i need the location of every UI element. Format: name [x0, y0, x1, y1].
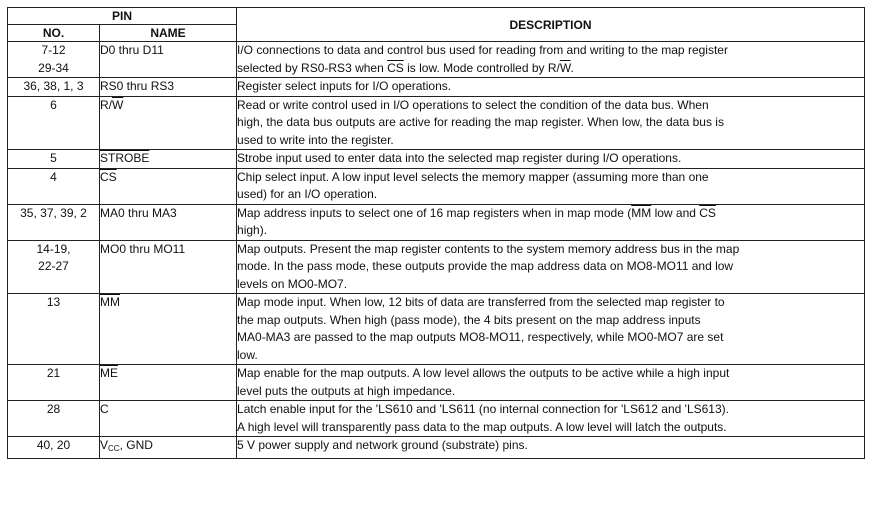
description-text: used) for an I/O operation.: [237, 187, 378, 201]
pin-name-cell: [100, 204, 237, 240]
table-row: [8, 240, 865, 294]
description-line: [237, 383, 864, 401]
description-line: [237, 150, 864, 168]
pin-name-cell: [100, 96, 237, 150]
pin-name: V: [100, 438, 109, 452]
description-text: high, the data bus outputs are active for reading the map register. When low, the data bus is: [237, 115, 724, 129]
description-line: [237, 365, 864, 383]
active-low-signal: $\overline{CS}$: [387, 60, 404, 75]
pin-number: 40, 20: [36, 438, 71, 452]
description-line: [237, 437, 864, 455]
pin-name-cell: [100, 150, 237, 169]
pin-name: C: [100, 402, 109, 416]
pin-number: 13: [46, 295, 61, 309]
pin-description-table: [7, 7, 865, 459]
pin-description-cell: [237, 240, 865, 294]
pin-number: 28: [46, 402, 61, 416]
pin-number: 29-34: [38, 60, 69, 75]
pin-name-cell: [100, 401, 237, 437]
table-row: [8, 401, 865, 437]
pin-name-cell: [100, 42, 237, 78]
pin-number-cell: [8, 42, 100, 78]
pin-number: 14-19,: [36, 241, 71, 256]
active-low-signal: $\overline{CS}$: [699, 205, 716, 220]
description-line: [237, 419, 864, 437]
pin-name-cell: [100, 437, 237, 459]
description-line: [237, 294, 864, 312]
pin-description-cell: [237, 437, 865, 459]
pin-number: 4: [50, 169, 57, 184]
description-text: 5 V power supply and network ground (substrate) pins.: [237, 438, 528, 452]
pin-rows: [8, 42, 865, 459]
pin-number: 6: [50, 97, 57, 112]
pin-name: STROBE: [100, 151, 150, 165]
pin-number-cell: [8, 365, 100, 401]
description-line: [237, 329, 864, 347]
pin-description-cell: [237, 78, 865, 97]
pin-description-cell: [237, 401, 865, 437]
header-pin-name: NAME: [100, 25, 237, 42]
active-low-signal: $\overline{MM}$: [631, 205, 652, 220]
description-line: [237, 169, 864, 187]
pin-name: R/: [100, 97, 112, 112]
description-text: used to write into the register.: [237, 132, 394, 147]
description-line: [237, 186, 864, 204]
pin-number-cell: [8, 150, 100, 169]
active-low-signal: $\overline{W}$: [559, 60, 571, 75]
description-text: A high level will transparently pass data to the map outputs. A low level will latch the outputs.: [237, 419, 727, 434]
description-text: low and: [651, 205, 700, 220]
description-text: MA0-MA3 are passed to the map outputs MO8-MO11, respectively, while MO0-MO7 are set: [237, 330, 724, 344]
description-line: [237, 42, 864, 60]
pin-description-cell: [237, 365, 865, 401]
pin-number: 7-12: [41, 43, 66, 57]
table-row: [8, 168, 865, 204]
table-row: [8, 204, 865, 240]
description-text: Read or write control used in I/O operations to select the condition of the data bus. When: [237, 97, 709, 112]
pin-number-cell: [8, 168, 100, 204]
description-text: mode. In the pass mode, these outputs provide the map address data on MO8-MO11 and low: [237, 259, 734, 273]
pin-number-cell: [8, 96, 100, 150]
pin-description-cell: [237, 204, 865, 240]
description-line: [237, 222, 864, 240]
pin-name-cell: [100, 240, 237, 294]
description-line: [237, 60, 864, 78]
header-pin-number: NO.: [8, 25, 100, 42]
header-description: DESCRIPTION: [237, 8, 865, 42]
pin-name: D0 thru D11: [100, 43, 164, 57]
table-row: [8, 78, 865, 97]
description-text: low.: [237, 347, 258, 362]
pin-name: CC: [108, 444, 120, 453]
description-line: [237, 132, 864, 150]
pin-number-cell: [8, 78, 100, 97]
description-text: Map enable for the map outputs. A low level allows the outputs to be active while a high input: [237, 366, 730, 380]
pin-number-cell: [8, 240, 100, 294]
description-line: [237, 114, 864, 132]
description-line: [237, 347, 864, 365]
description-line: [237, 241, 864, 259]
description-text: Register select inputs for I/O operations.: [237, 79, 452, 93]
pin-description-cell: [237, 168, 865, 204]
description-text: Map mode input. When low, 12 bits of data are transferred from the selected map register to: [237, 295, 725, 309]
description-text: Map address inputs to select one of 16 map registers when in map mode (: [237, 205, 632, 220]
description-line: [237, 205, 864, 223]
pin-number: 5: [50, 151, 57, 165]
description-text: levels on MO0-MO7.: [237, 276, 348, 291]
pin-name: $\overline{W}$: [112, 97, 124, 112]
pin-number: 21: [46, 366, 61, 380]
pin-name-cell: [100, 168, 237, 204]
description-line: [237, 312, 864, 330]
description-line: [237, 401, 864, 419]
pin-number-cell: [8, 437, 100, 459]
header-pin: PIN: [8, 8, 237, 25]
description-text: is low. Mode controlled by R/: [403, 60, 560, 75]
pin-number: 22-27: [38, 259, 69, 273]
pin-number-cell: [8, 294, 100, 365]
description-line: [237, 78, 864, 96]
pin-name-cell: [100, 294, 237, 365]
description-text: selected by RS0-RS3 when: [237, 60, 388, 75]
description-text: level puts the outputs at high impedance.: [237, 383, 456, 398]
description-text: Strobe input used to enter data into the selected map register during I/O operations.: [237, 151, 682, 165]
pin-name: $\overline{CS}$: [100, 169, 117, 184]
pin-name-cell: [100, 365, 237, 401]
description-text: .: [570, 60, 574, 75]
description-text: Chip select input. A low input level selects the memory mapper (assuming more than one: [237, 169, 709, 184]
pin-description-cell: [237, 96, 865, 150]
pin-name: , GND: [119, 438, 153, 452]
pin-name: RS0 thru RS3: [100, 79, 175, 93]
pin-name-cell: [100, 78, 237, 97]
table-row: [8, 437, 865, 459]
description-line: [237, 97, 864, 115]
pin-name: $\overline{ME}$: [100, 366, 118, 380]
description-line: [237, 258, 864, 276]
table-row: [8, 365, 865, 401]
description-text: I/O connections to data and control bus used for reading from and writing to the map register: [237, 43, 728, 57]
description-line: [237, 276, 864, 294]
table-row: [8, 294, 865, 365]
table-row: [8, 150, 865, 169]
table-row: [8, 96, 865, 150]
pin-name: MO0 thru MO11: [100, 241, 186, 256]
pin-number: 36, 38, 1, 3: [23, 79, 84, 93]
pin-number: 35, 37, 39, 2: [20, 205, 87, 220]
pin-description-cell: [237, 150, 865, 169]
pin-number-cell: [8, 204, 100, 240]
pin-description-cell: [237, 294, 865, 365]
description-text: high).: [237, 223, 268, 237]
description-text: the map outputs. When high (pass mode), the 4 bits present on the map address inputs: [237, 312, 701, 327]
pin-number-cell: [8, 401, 100, 437]
pin-description-cell: [237, 42, 865, 78]
description-text: Map outputs. Present the map register contents to the system memory address bus in the map: [237, 241, 740, 256]
description-text: Latch enable input for the 'LS610 and 'LS611 (no internal connection for 'LS612 and 'LS613).: [237, 402, 729, 416]
pin-name: $\overline{MM}$: [100, 295, 120, 309]
pin-name: MA0 thru MA3: [100, 205, 177, 220]
table-row: [8, 42, 865, 78]
